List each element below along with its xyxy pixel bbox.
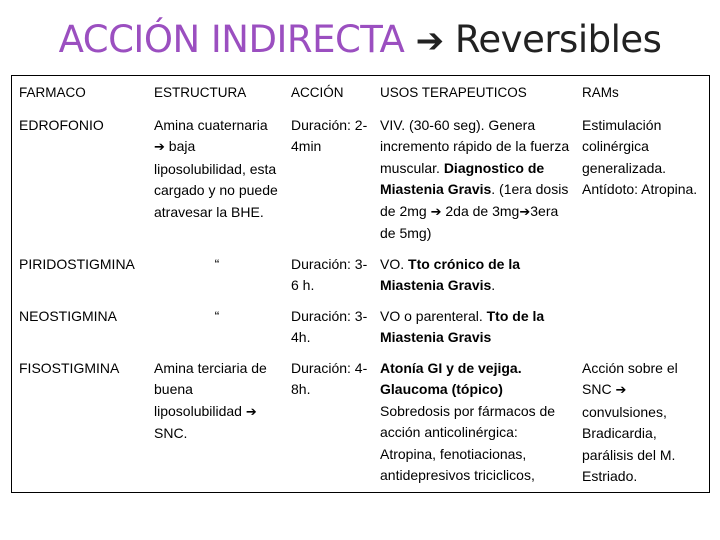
arrow-right-icon: ➔	[154, 140, 165, 155]
cell-rams	[575, 249, 710, 301]
cell-farmaco: EDROFONIO	[19, 116, 104, 133]
cell-farmaco: PIRIDOSTIGMINA	[19, 255, 135, 272]
cell-usos	[373, 249, 575, 301]
cell-estructura: “	[214, 307, 220, 324]
title-part-1: ACCIÓN INDIRECTA	[58, 18, 405, 61]
arrow-right-icon: ➔	[415, 21, 444, 61]
usos-text: VO o parenteral.	[380, 307, 487, 324]
header-accion: ACCIÓN	[291, 85, 344, 100]
cell-rams	[575, 301, 710, 353]
usos-text: 3era de 5mg)	[380, 202, 559, 241]
header-farmaco: FARMACO	[19, 85, 86, 100]
header-estructura: ESTRUCTURA	[154, 85, 247, 100]
usos-bold-text: Atonía GI y de vejiga. Glaucoma (tópico)	[380, 359, 522, 397]
cell-estructura: “	[214, 255, 220, 272]
arrow-right-icon: ➔	[519, 204, 531, 220]
usos-bold-text: Diagnostico de Miastenia Gravis	[380, 159, 545, 197]
table-row	[12, 110, 710, 249]
arrow-right-icon: ➔	[245, 404, 257, 420]
estructura-text: SNC.	[154, 425, 188, 441]
cell-estructura	[147, 110, 284, 249]
cell-rams	[575, 353, 710, 493]
estructura-text: Amina terciaria de buena liposolubilidad	[154, 359, 267, 419]
cell-usos	[373, 301, 575, 353]
usos-text: VIV. (30-60 seg). Genera incremento rápido de la fuerza muscular.	[380, 116, 570, 176]
cell-rams: Estimulación colinérgica generalizada. Antídoto: Atropina.	[582, 116, 698, 197]
rams-text: convulsiones, Bradicardia, parálisis del M. Estriado.	[582, 403, 676, 484]
cell-farmaco: FISOSTIGMINA	[19, 359, 120, 376]
rams-text: Acción sobre el SNC	[582, 359, 678, 397]
cell-accion: Duración: 3-4h.	[291, 307, 368, 345]
usos-text: VO.	[380, 255, 409, 272]
cell-accion: Duración: 2-4min	[291, 116, 368, 154]
header-usos: USOS TERAPEUTICOS	[380, 85, 527, 100]
title-part-2: Reversibles	[454, 18, 662, 61]
cell-estructura	[147, 353, 284, 493]
usos-text: Sobredosis por fármacos de acción anticolinérgica: Atropina, fenotiacionas, antidepresivos triciclicos,	[380, 402, 556, 483]
cell-accion: Duración: 4-8h.	[291, 359, 368, 397]
usos-bold-text: Tto crónico de la Miastenia Gravis	[380, 255, 521, 293]
page-title	[0, 18, 720, 61]
cell-accion: Duración: 3-6 h.	[291, 255, 368, 293]
cell-farmaco: NEOSTIGMINA	[19, 307, 118, 324]
estructura-text: baja liposolubilidad, esta cargado y no puede atravesar la BHE.	[154, 138, 278, 220]
header-rams: RAMs	[582, 85, 619, 100]
usos-text: 2da de 3mg	[441, 202, 520, 219]
table-header-row	[12, 76, 710, 110]
drug-table	[11, 75, 710, 493]
table-row	[12, 301, 710, 353]
table-row	[12, 353, 710, 493]
arrow-right-icon: ➔	[430, 204, 442, 220]
usos-bold-text: Tto de la Miastenia Gravis	[380, 307, 545, 345]
estructura-text: Amina cuaternaria	[154, 116, 268, 133]
arrow-right-icon: ➔	[615, 383, 627, 398]
usos-text: .	[491, 277, 496, 293]
usos-text: . (1era dosis de 2mg	[380, 181, 569, 219]
cell-usos	[373, 353, 575, 493]
cell-usos	[373, 110, 575, 249]
table-row	[12, 249, 710, 301]
